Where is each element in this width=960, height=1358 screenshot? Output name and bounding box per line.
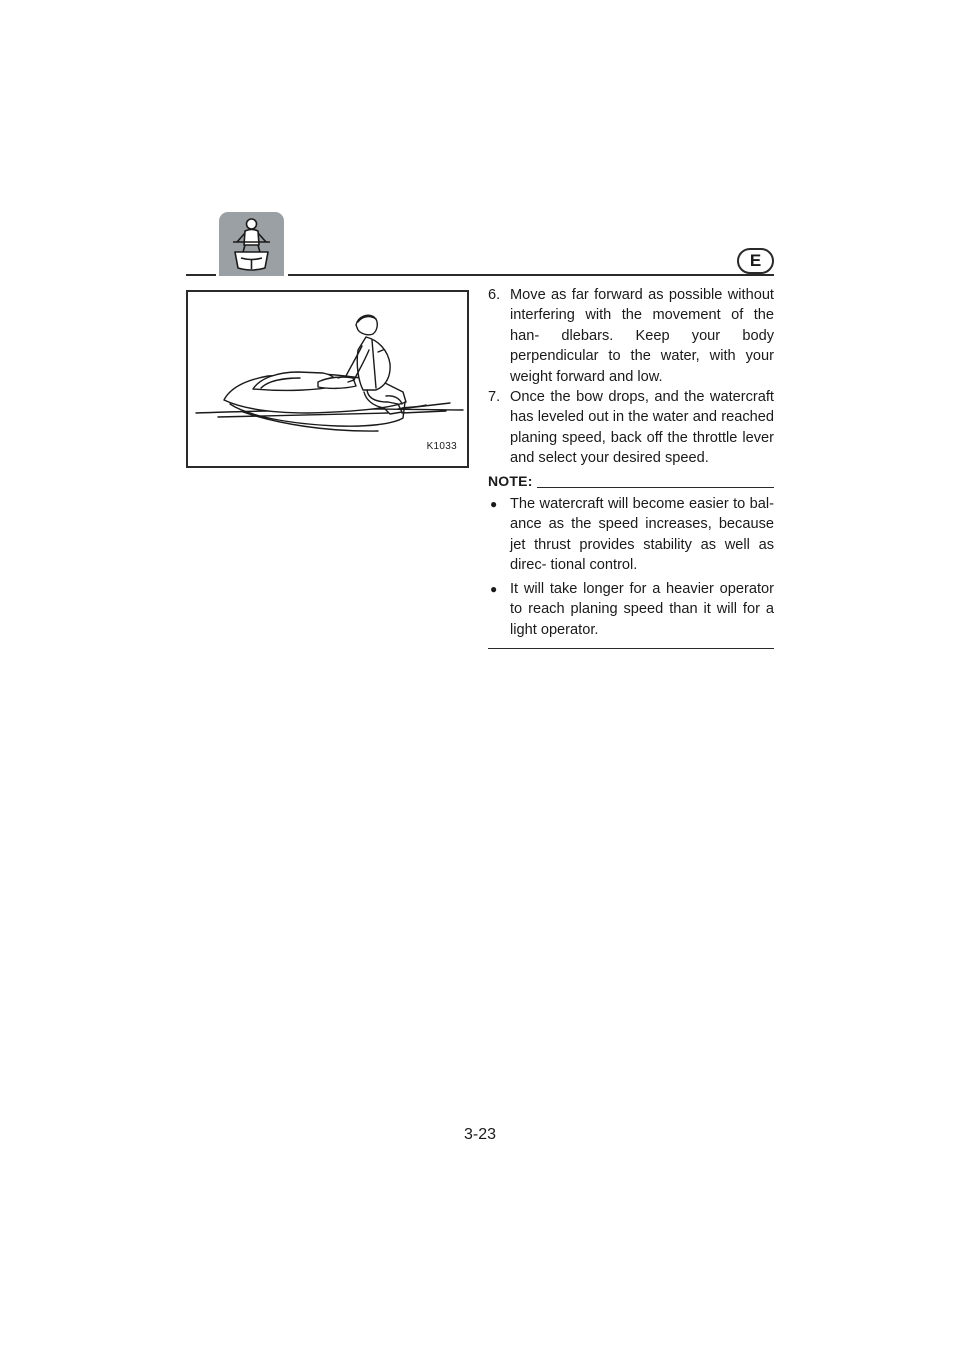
- step-7: [488, 387, 774, 469]
- language-badge: E: [737, 248, 774, 274]
- note-item-text: It will take longer for a heavier operator to reach planing speed than it will for a light operator.: [510, 580, 774, 638]
- step-number: 7.: [488, 389, 501, 406]
- note-heading: [488, 471, 774, 491]
- step-6: [488, 285, 774, 387]
- figure-code: K1033: [426, 441, 457, 452]
- watercraft-rider-icon: [219, 212, 284, 276]
- step-text: Once the bow drops, and the watercraft has leveled out in the water and reached planing speed, back off the throttle lever and select your desired speed.: [510, 389, 774, 467]
- header-rule-left: [186, 274, 216, 276]
- note-item-text: The watercraft will become easier to bal- ance as the speed increases, because jet thrust provides stability as well as direc- tional control.: [510, 496, 774, 574]
- note-end-rule: [488, 648, 774, 649]
- step-number: 6.: [488, 287, 501, 303]
- bullet-icon: ●: [490, 581, 498, 596]
- bullet-icon: ●: [490, 497, 498, 512]
- note-item: [488, 579, 774, 640]
- figure-rider-on-watercraft: [186, 290, 469, 468]
- note-item: [488, 494, 774, 576]
- note-label: NOTE:: [488, 472, 533, 489]
- note-rule: [537, 487, 774, 488]
- page-number: 3-23: [463, 1126, 497, 1143]
- header-rule-right: [288, 274, 774, 276]
- step-text: Move as far forward as possible without interfering with the movement of the han- dlebars. Keep your body perpendicular to the water, with your weight forward and low.: [510, 287, 774, 385]
- instructions-column: [488, 285, 774, 649]
